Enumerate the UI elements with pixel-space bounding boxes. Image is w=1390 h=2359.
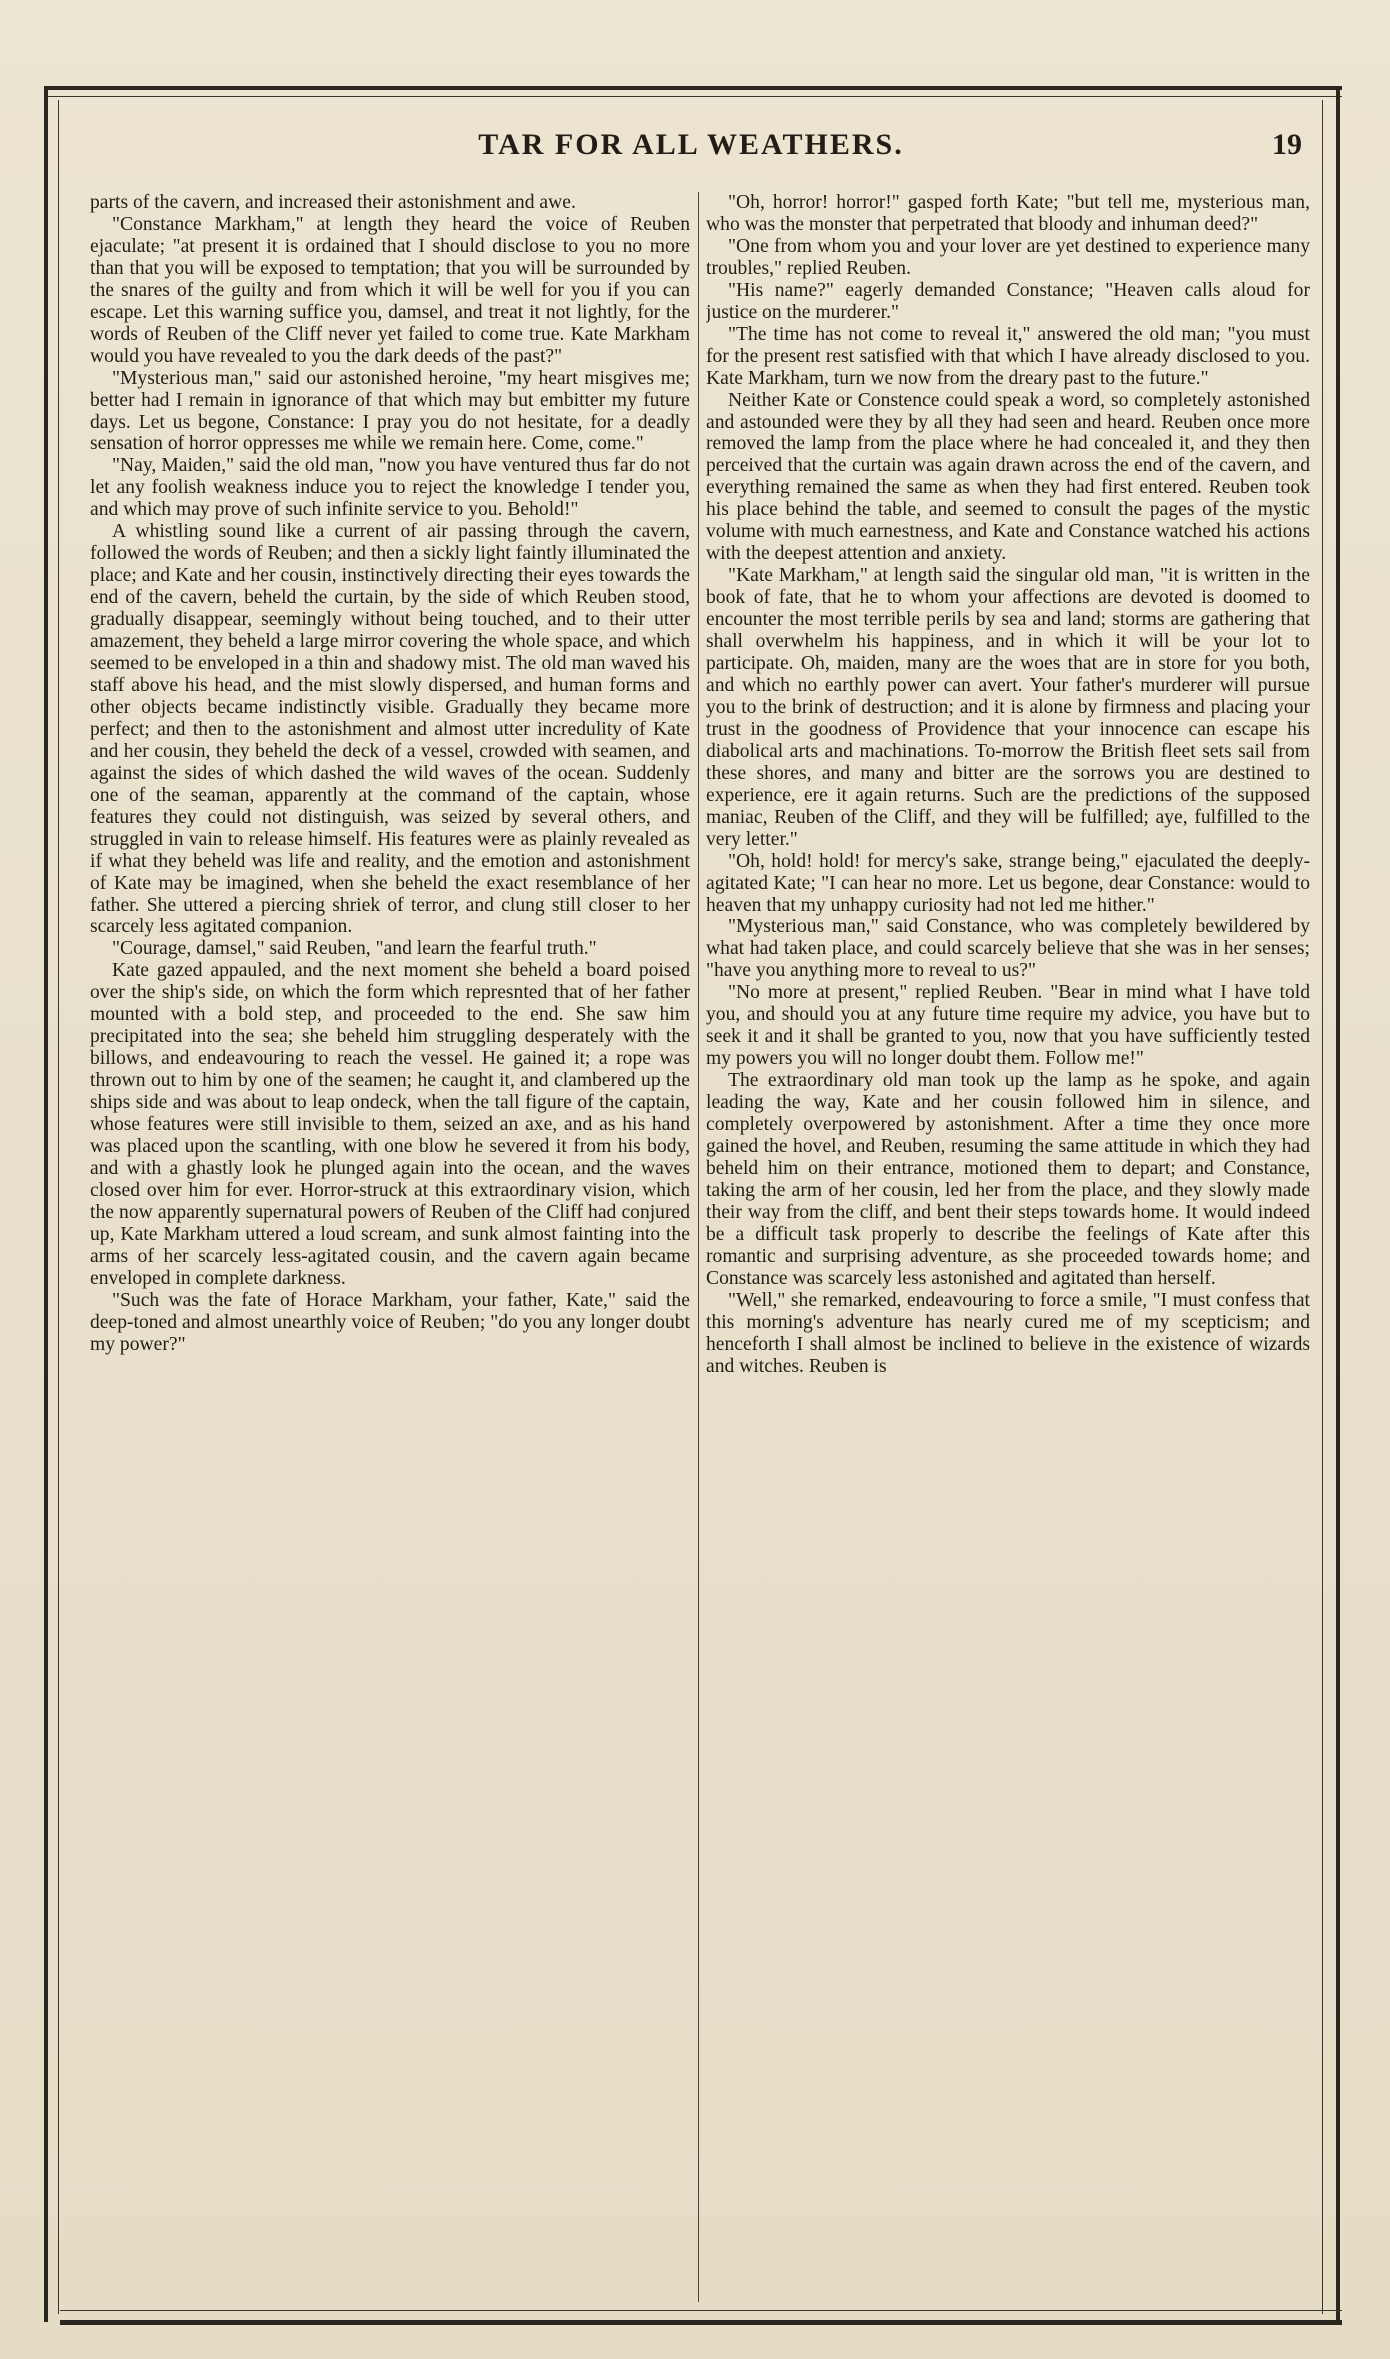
paragraph: "Oh, horror! horror!" gasped forth Kate; "but tell me, mysterious man, who was the monster that perpetrated that bloody and inhuman deed?" <box>706 192 1310 235</box>
paragraph: "One from whom you and your lover are yet destined to experience many troubles," replied Reuben. <box>706 235 1310 279</box>
left-column <box>90 192 690 2302</box>
page-header <box>60 128 1322 168</box>
running-title: TAR FOR ALL WEATHERS. <box>478 128 904 161</box>
paragraph: "Kate Markham," at length said the singular old man, "it is written in the book of fate, that he to whom your affections are devoted is doomed to encounter the most terrible perils by sea and land; storms are gathering that shall overwhelm his happiness, and in which it will be your lot to participate. Oh, maiden, many are the woes that are in store for you both, and which no earthly power can avert. Your father's murderer will pursue you to the brink of destruction; and it is alone by firmness and placing your trust in the goodness of Providence that your innocence can escape his diabolical arts and machinations. To-morrow the British fleet sets sail from these shores, and many and bitter are the sorrows you are destined to experience, ere it again returns. Such are the predictions of the supposed maniac, Reuben of the Cliff, and they will be fulfilled; aye, fulfilled to the very letter." <box>706 565 1310 850</box>
paragraph: "Mysterious man," said Constance, who was completely bewildered by what had taken place, and could scarcely believe that she was in her senses; "have you anything more to reveal to us?" <box>706 916 1310 982</box>
paragraph: A whistling sound like a current of air passing through the cavern, followed the words of Reuben; and then a sickly light faintly illuminated the place; and Kate and her cousin, instinctively directing their eyes towards the end of the cavern, beheld the curtain, by the side of which Reuben stood, gradually disappear, seemingly without being touched, and to their utter amazement, they beheld a large mirror covering the whole space, and which seemed to be enveloped in a thin and shadowy mist. The old man waved his staff above his head, and the mist slowly dispersed, and human forms and other objects became indistinctly visible. Gradually they became more perfect; and then to the astonishment and almost utter incredulity of Kate and her cousin, they beheld the deck of a vessel, crowded with seamen, and against the sides of which dashed the wild waves of the ocean. Suddenly one of the seaman, apparently at the command of the captain, whose features they could not distinguish, was seized by several others, and struggled in vain to release himself. His features were as plainly revealed as if what they beheld was life and reality, and the emotion and astonishment of Kate may be imagined, when she beheld the exact resemblance of her father. She uttered a piercing shriek of terror, and clung still closer to her scarcely less agitated companion. <box>90 521 690 938</box>
paragraph: "His name?" eagerly demanded Constance; "Heaven calls aloud for justice on the murderer." <box>706 279 1310 323</box>
paragraph: "Nay, Maiden," said the old man, "now you have ventured thus far do not let any foolish weakness induce you to reject the knowledge I tender you, and which may prove of such infinite service to you. Behold!" <box>90 455 690 521</box>
paragraph: "No more at present," replied Reuben. "Bear in mind what I have told you, and should you at any future time require my advice, you have but to seek it and it shall be granted to you, now that you have sufficiently tested my powers you will no longer doubt them. Follow me!" <box>706 982 1310 1070</box>
paragraph: The extraordinary old man took up the lamp as he spoke, and again leading the way, Kate and her cousin followed him in silence, and completely overpowered by astonishment. After a time they once more gained the hovel, and Reuben, resuming the same attitude in which they had beheld him on their entrance, motioned them to depart; and Constance, taking the arm of her cousin, led her from the place, and they slowly made their way from the cliff, and bent their steps towards home. It would indeed be a difficult task properly to describe the feelings of Kate after this romantic and surprising adventure, as she proceeded towards home; and Constance was scarcely less astonished and agitated than herself. <box>706 1070 1310 1289</box>
bottom-border-inner-rule <box>60 2310 1342 2311</box>
left-border-inner-rule <box>58 100 59 2314</box>
paragraph: Kate gazed appauled, and the next moment she beheld a board poised over the ship's side, on which the form which represnted that of her father mounted with a bold step, and proceeded to the end. She saw him precipitated into the sea; she beheld him struggling desperately with the billows, and endeavouring to reach the vessel. He gained it; a rope was thrown out to him by one of the seamen; he caught it, and clambered up the ships side and was about to leap ondeck, when the tall figure of the captain, whose features were still invisible to them, seized an axe, and as his hand was placed upon the scantling, with one blow he severed it from his body, and with a ghastly look he plunged again into the ocean, and the waves closed over him for ever. Horror-struck at this extraordinary vision, which the now apparently supernatural powers of Reuben of the Cliff had conjured up, Kate Markham uttered a loud scream, and sunk almost fainting into the arms of her scarcely less-agitated cousin, and the cavern again became enveloped in complete darkness. <box>90 960 690 1289</box>
page-number: 19 <box>1272 128 1302 161</box>
right-column <box>706 192 1310 2302</box>
bottom-border-rule <box>60 2320 1342 2325</box>
paragraph: parts of the cavern, and increased their astonishment and awe. <box>90 192 576 213</box>
paragraph: "Constance Markham," at length they heard the voice of Reuben ejaculate; "at present it is ordained that I should disclose to you no more than that you will be exposed to temptation; that you will be surrounded by the snares of the guilty and from which it will be well for you if you can escape. Let this warning suffice you, damsel, and treat it not lightly, for the words of Reuben of the Cliff never yet failed to come true. Kate Markham would you have revealed to you the dark deeds of the past?" <box>90 213 690 367</box>
right-border-rule <box>1336 86 1340 2322</box>
paragraph: "Oh, hold! hold! for mercy's sake, strange being," ejaculated the deeply-agitated Kate; "I can hear no more. Let us begone, dear Constance: would to heaven that my unhappy curiosity had not led me hither." <box>706 850 1310 916</box>
top-border-inner-rule <box>48 96 1342 97</box>
paragraph: "Such was the fate of Horace Markham, your father, Kate," said the deep-toned and almost unearthly voice of Reuben; "do you any longer doubt my power?" <box>90 1289 690 1355</box>
paragraph: "Courage, damsel," said Reuben, "and learn the fearful truth." <box>112 938 597 960</box>
paragraph: "Mysterious man," said our astonished heroine, "my heart misgives me; better had I remain in ignorance of that which may but embitter my future days. Let us begone, Constance: I pray you do not hesitate, for a deadly sensation of horror oppresses me while we remain here. Come, come." <box>90 367 690 455</box>
left-border-rule <box>44 86 48 2322</box>
right-border-inner-rule <box>1322 100 1323 2314</box>
top-border-rule <box>48 86 1342 90</box>
paragraph: Neither Kate or Constence could speak a word, so completely astonished and astounded were they by all they had seen and heard. Reuben once more removed the lamp from the place where he had concealed it, and they then perceived that the curtain was again drawn across the end of the cavern, and everything remained the same as when they had first entered. Reuben took his place behind the table, and seemed to consult the pages of the mystic volume with much earnestness, and Kate and Constance watched his actions with the deepest attention and anxiety. <box>706 389 1310 565</box>
paragraph: "Well," she remarked, endeavouring to force a smile, "I must confess that this morning's adventure has nearly cured me of my scepticism; and henceforth I shall almost be inclined to believe in the existence of wizards and witches. Reuben is <box>706 1289 1310 1377</box>
paragraph: "The time has not come to reveal it," answered the old man; "you must for the present rest satisfied with that which I have already disclosed to you. Kate Markham, turn we now from the dreary past to the future." <box>706 323 1310 389</box>
text-columns <box>90 192 1312 2302</box>
